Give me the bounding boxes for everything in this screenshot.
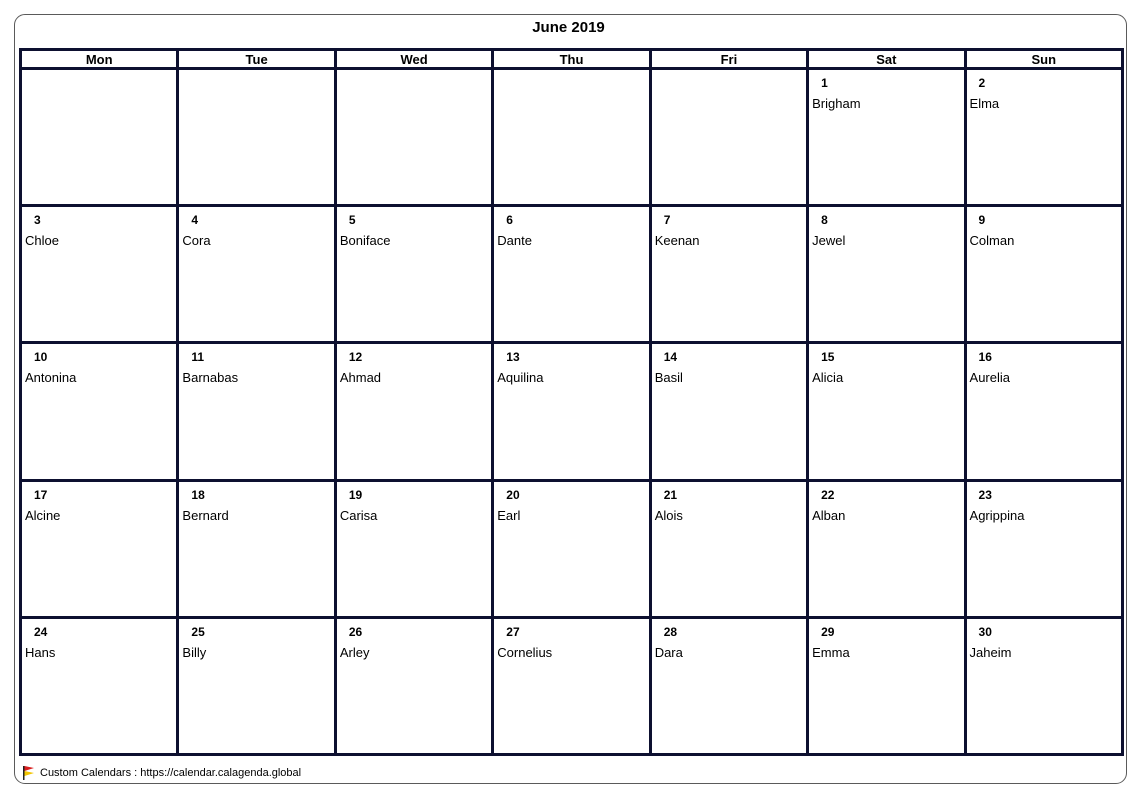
day-cell[interactable] [808,343,965,480]
name-of-day: Agrippina [969,507,1025,523]
day-cell[interactable] [650,206,807,343]
day-cell[interactable] [178,206,335,343]
weekday-header: Wed [335,50,492,69]
day-cell[interactable] [808,69,965,206]
weekday-header: Fri [650,50,807,69]
name-of-day [22,76,176,82]
day-cell[interactable] [808,617,965,754]
day-number: 17 [34,487,48,502]
day-cell[interactable] [650,69,807,206]
day-number: 15 [821,350,835,365]
day-cell[interactable] [965,343,1122,480]
calendar-flag-icon [22,765,36,781]
day-cell[interactable] [808,206,965,343]
footer-link[interactable]: Custom Calendars : https://calendar.calagenda.global [40,767,302,779]
day-cell[interactable] [493,206,650,343]
day-cell[interactable] [21,617,178,754]
name-of-day: Cornelius [497,644,553,660]
day-cell[interactable] [808,480,965,617]
day-number: 19 [348,487,363,502]
name-of-day: Elma [969,96,1000,111]
weekday-header-row [21,50,1123,69]
day-cell[interactable] [493,343,650,480]
day-cell[interactable] [965,206,1122,343]
name-of-day: Aquilina [497,370,544,386]
day-cell[interactable] [21,206,178,343]
name-of-day [179,76,333,82]
weekday-header: Mon [21,50,178,69]
name-of-day: Antonina [25,370,77,386]
week-row [21,69,1123,206]
name-of-day: Dante [497,233,532,249]
day-cell[interactable] [650,617,807,754]
day-number: 8 [821,213,828,228]
day-number: 30 [978,624,992,639]
day-number: 16 [978,350,992,365]
footer [22,764,301,782]
name-of-day: Colman [969,233,1015,249]
day-number: 2 [978,76,986,90]
day-cell[interactable] [335,480,492,617]
day-number: 20 [506,487,520,502]
weekday-header: Tue [178,50,335,69]
day-number: 28 [663,624,678,639]
name-of-day: Alicia [812,370,844,386]
day-number: 1 [821,76,828,90]
day-cell[interactable] [965,69,1122,206]
day-cell[interactable] [965,480,1122,617]
week-row [21,206,1123,343]
name-of-day: Cora [182,233,211,249]
name-of-day: Barnabas [182,370,239,386]
day-cell[interactable] [650,343,807,480]
day-cell[interactable] [21,69,178,206]
name-of-day: Arley [339,644,370,660]
day-cell[interactable] [21,343,178,480]
day-number: 21 [663,487,678,502]
weekday-header: Sun [965,50,1122,69]
name-of-day: Alcine [25,507,61,523]
name-of-day [652,76,806,82]
week-row [21,480,1123,617]
day-number: 12 [348,350,363,365]
day-number: 29 [821,624,835,639]
name-of-day: Billy [182,644,207,660]
day-number: 4 [191,213,199,228]
day-cell[interactable] [21,480,178,617]
name-of-day: Alois [654,507,683,523]
day-cell[interactable] [178,69,335,206]
day-number: 26 [348,624,363,639]
name-of-day: Bernard [182,507,229,523]
name-of-day [494,76,648,82]
day-cell[interactable] [493,480,650,617]
name-of-day: Dara [654,644,683,660]
name-of-day: Basil [654,370,683,386]
day-cell[interactable] [178,617,335,754]
name-of-day: Carisa [339,507,378,523]
day-number: 25 [191,624,205,639]
day-number: 10 [34,350,48,365]
name-of-day: Keenan [654,233,700,249]
name-of-day: Boniface [339,233,391,249]
calendar-title: June 2019 [532,19,605,36]
day-cell[interactable] [178,343,335,480]
day-number: 22 [821,487,835,502]
name-of-day: Earl [497,507,521,523]
name-of-day: Jaheim [969,644,1012,660]
day-cell[interactable] [335,343,492,480]
name-of-day: Emma [812,644,850,660]
day-cell[interactable] [493,617,650,754]
name-of-day: Brigham [812,96,861,111]
day-cell[interactable] [965,617,1122,754]
day-number: 13 [506,350,520,365]
day-number: 3 [34,213,41,228]
name-of-day: Ahmad [339,370,382,386]
name-of-day: Aurelia [969,370,1010,386]
calendar-grid [19,48,1124,756]
day-number: 5 [348,213,356,228]
week-row [21,617,1123,754]
day-cell[interactable] [335,206,492,343]
day-cell[interactable] [335,69,492,206]
day-number: 18 [191,487,205,502]
day-cell[interactable] [178,480,335,617]
name-of-day: Jewel [812,233,846,249]
name-of-day [337,76,491,82]
day-number: 14 [663,350,678,365]
day-number: 24 [34,624,48,639]
day-cell[interactable] [335,617,492,754]
name-of-day: Chloe [25,233,59,249]
name-of-day: Hans [25,644,56,660]
week-row [21,343,1123,480]
name-of-day: Alban [812,507,846,523]
day-cell[interactable] [493,69,650,206]
day-number: 9 [978,213,986,228]
day-number: 27 [506,624,520,639]
day-number: 23 [978,487,992,502]
day-number: 11 [191,350,205,365]
weekday-header: Sat [808,50,965,69]
day-number: 6 [506,213,513,228]
day-number: 7 [663,213,671,228]
day-cell[interactable] [650,480,807,617]
weekday-header: Thu [493,50,650,69]
